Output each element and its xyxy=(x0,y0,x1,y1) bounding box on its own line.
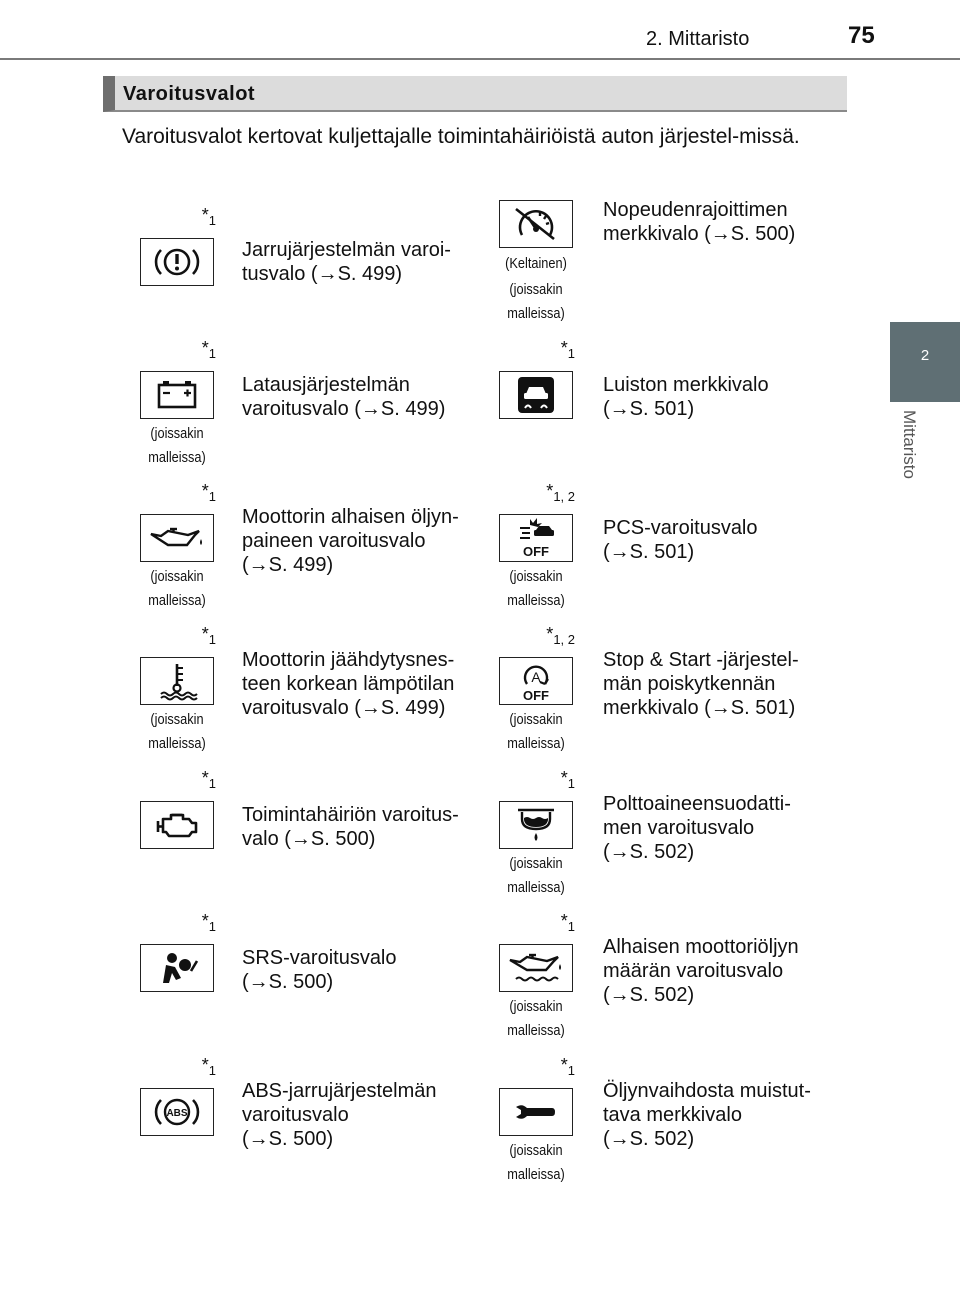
oil-pressure-icon xyxy=(140,514,214,562)
light-description-line: Luiston merkkivalo xyxy=(603,374,769,396)
footnote-marker: $*_1$ xyxy=(201,338,216,361)
light-description-line: varoitusvalo (→S. 499) xyxy=(242,697,446,719)
light-description-line: (→S. 500) xyxy=(242,971,334,993)
light-description-line: PCS-varoitusvalo xyxy=(603,517,758,539)
wrench-icon xyxy=(499,1088,573,1136)
chapter-tab-label: Mittaristo xyxy=(900,410,919,479)
light-description-line: Moottorin jäähdytysnes- xyxy=(242,649,455,671)
warning-light-charging xyxy=(140,338,495,478)
availability-note: malleissa) xyxy=(507,592,565,609)
footnote-marker: $*_1$ xyxy=(201,768,216,791)
footnote-marker: $*_1$ xyxy=(560,338,575,361)
airbag-icon xyxy=(140,944,214,992)
abs-label: ABS xyxy=(166,1108,188,1119)
warning-light-abs xyxy=(140,1055,495,1195)
availability-note: malleissa) xyxy=(148,592,206,609)
light-description-line: (→S. 499) xyxy=(242,554,334,576)
color-note: (Keltainen) xyxy=(505,255,567,272)
stop-start-off-label: OFF xyxy=(523,688,549,703)
warning-light-brake xyxy=(140,205,495,345)
light-description-line: paineen varoitusvalo xyxy=(242,530,426,552)
fuel-filter-icon xyxy=(499,801,573,849)
light-description-line: valo (→S. 500) xyxy=(242,828,376,850)
warning-light-slip xyxy=(499,338,854,478)
availability-note: malleissa) xyxy=(507,735,565,752)
section-heading xyxy=(103,76,847,112)
light-description-line: Latausjärjestelmän xyxy=(242,374,410,396)
warning-light-pcs xyxy=(499,481,854,621)
footnote-marker: $*_1$ xyxy=(201,205,216,228)
light-description-line: ABS-jarrujärjestelmän xyxy=(242,1080,437,1102)
light-description-line: (→S. 501) xyxy=(603,398,695,420)
availability-note: malleissa) xyxy=(148,735,206,752)
footnote-marker: $*_1$ xyxy=(560,768,575,791)
pcs-off-icon xyxy=(499,514,573,562)
light-description-line: Öljynvaihdosta muistut- xyxy=(603,1080,811,1102)
warning-light-coolant xyxy=(140,624,495,764)
light-description-line: (→S. 502) xyxy=(603,1128,695,1150)
light-description-line: Moottorin alhaisen öljyn- xyxy=(242,506,459,528)
light-description-line: (→S. 502) xyxy=(603,984,695,1006)
footnote-marker: $*_1$ xyxy=(201,481,216,504)
coolant-temperature-icon xyxy=(140,657,214,705)
section-heading-text: Varoitusvalot xyxy=(123,83,256,105)
footnote-marker: $*_1$ xyxy=(560,1055,575,1078)
footnote-marker: $*_1$ xyxy=(560,911,575,934)
light-description-line: Toimintahäiriön varoitus- xyxy=(242,804,459,826)
light-description-line: merkkivalo (→S. 501) xyxy=(603,697,796,719)
availability-note: (joissakin xyxy=(509,998,563,1015)
brake-warning-icon xyxy=(140,238,214,286)
warning-light-malfunction xyxy=(140,768,495,908)
footnote-marker: $*_1$ xyxy=(201,911,216,934)
pcs-off-label: OFF xyxy=(523,544,549,559)
availability-note: malleissa) xyxy=(148,449,206,466)
warning-light-oil-pressure xyxy=(140,481,495,621)
speed-limiter-icon xyxy=(499,200,573,248)
light-description-line: (→S. 502) xyxy=(603,841,695,863)
availability-note: (joissakin xyxy=(509,281,563,298)
light-description-line: (→S. 501) xyxy=(603,541,695,563)
stop-start-letter: A xyxy=(531,669,541,685)
footnote-marker: $*_1$ xyxy=(201,1055,216,1078)
slip-indicator-icon xyxy=(499,371,573,419)
availability-note: malleissa) xyxy=(507,1022,565,1039)
warning-light-fuel-filter xyxy=(499,768,854,908)
availability-note: malleissa) xyxy=(507,879,565,896)
availability-note: malleissa) xyxy=(507,1166,565,1183)
footnote-marker: $*_1$ xyxy=(201,624,216,647)
availability-note: (joissakin xyxy=(509,711,563,728)
availability-note: malleissa) xyxy=(507,305,565,322)
warning-light-low-oil-level xyxy=(499,911,854,1051)
footnote-marker: $*_{1, 2}$ xyxy=(546,481,575,504)
light-description-line: määrän varoitusvalo xyxy=(603,960,784,982)
light-description-line: män poiskytkennän xyxy=(603,673,776,695)
warning-light-stop-start xyxy=(499,624,854,764)
light-description-line: men varoitusvalo xyxy=(603,817,755,839)
availability-note: (joissakin xyxy=(150,425,204,442)
light-description-line: tava merkkivalo xyxy=(603,1104,742,1126)
light-description-line: Jarrujärjestelmän varoi- xyxy=(242,239,451,261)
battery-icon xyxy=(140,371,214,419)
check-engine-icon xyxy=(140,801,214,849)
light-description-line: Polttoaineensuodatti- xyxy=(603,793,791,815)
warning-light-srs xyxy=(140,911,495,1051)
chapter-tab[interactable] xyxy=(890,322,960,402)
page-number: 75 xyxy=(848,22,875,49)
light-description-line: varoitusvalo (→S. 499) xyxy=(242,398,446,420)
stop-start-off-icon xyxy=(499,657,573,705)
light-description-line: (→S. 500) xyxy=(242,1128,334,1150)
warning-light-oil-change xyxy=(499,1055,854,1195)
availability-note: (joissakin xyxy=(150,568,204,585)
warning-light-speed-limiter xyxy=(499,200,854,340)
light-description-line: varoitusvalo xyxy=(242,1104,349,1126)
light-description-line: Alhaisen moottoriöljyn xyxy=(603,936,799,958)
light-description-line: Stop & Start -järjestel- xyxy=(603,649,799,671)
availability-note: (joissakin xyxy=(509,855,563,872)
header-divider xyxy=(0,58,960,60)
low-oil-level-icon xyxy=(499,944,573,992)
availability-note: (joissakin xyxy=(509,568,563,585)
availability-note: (joissakin xyxy=(150,711,204,728)
chapter-tab-number: 2 xyxy=(920,347,930,364)
chapter-title: 2. Mittaristo xyxy=(646,28,750,50)
light-description-line: Nopeudenrajoittimen xyxy=(603,199,788,221)
light-description-line: tusvalo (→S. 499) xyxy=(242,263,403,285)
abs-icon xyxy=(140,1088,214,1136)
footnote-marker: $*_{1, 2}$ xyxy=(546,624,575,647)
availability-note: (joissakin xyxy=(509,1142,563,1159)
light-description-line: SRS-varoitusvalo xyxy=(242,947,397,969)
light-description-line: merkkivalo (→S. 500) xyxy=(603,223,796,245)
intro-paragraph: Varoitusvalot kertovat kuljettajalle toimintahäiriöistä auton järjestel-missä. xyxy=(122,125,800,148)
light-description-line: teen korkean lämpötilan xyxy=(242,673,455,695)
